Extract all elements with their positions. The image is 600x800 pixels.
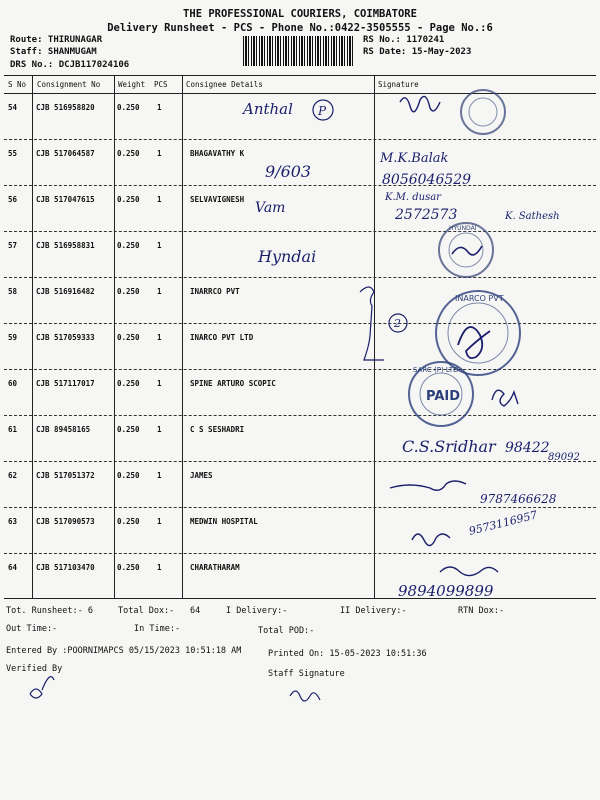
table-header-border bbox=[4, 93, 596, 94]
signature-scribble bbox=[390, 481, 466, 490]
signature-phone: 89092 bbox=[548, 452, 580, 463]
cell-sno: 55 bbox=[8, 149, 18, 158]
column-divider bbox=[374, 75, 375, 598]
signature-scribble bbox=[400, 96, 440, 111]
row-separator bbox=[4, 139, 596, 140]
table-bottom-border bbox=[4, 598, 596, 599]
handwritten-note: Hyndai bbox=[258, 247, 317, 266]
col-header-consignee: Consignee Details bbox=[186, 80, 263, 89]
column-divider bbox=[182, 75, 183, 598]
cell-consignee: INARRCO PVT bbox=[190, 287, 240, 296]
verifier-signature bbox=[30, 677, 54, 698]
row-separator bbox=[4, 277, 596, 278]
cell-weight: 0.250 bbox=[117, 471, 140, 480]
row-separator bbox=[4, 369, 596, 370]
signature-scribble bbox=[412, 534, 450, 546]
cell-cn: CJB 516958831 bbox=[36, 241, 95, 250]
row-separator bbox=[4, 507, 596, 508]
cell-pcs: 1 bbox=[157, 149, 162, 158]
signature-phone: 98422 bbox=[505, 440, 550, 456]
signature-scribble bbox=[492, 390, 518, 406]
cell-cn: CJB 516916482 bbox=[36, 287, 95, 296]
handwritten-door-number: 9/603 bbox=[265, 162, 312, 181]
cell-pcs: 1 bbox=[157, 195, 162, 204]
verified-by-label: Verified By bbox=[6, 664, 63, 674]
cell-pcs: 1 bbox=[157, 471, 162, 480]
cell-sno: 59 bbox=[8, 333, 18, 342]
cell-consignee: SPINE ARTURO SCOPIC bbox=[190, 379, 276, 388]
cell-sno: 62 bbox=[8, 471, 18, 480]
stamp-inarco bbox=[436, 291, 520, 375]
stamp-paid-text: PAID bbox=[426, 389, 461, 404]
signature-phone: 9787466628 bbox=[480, 492, 557, 506]
staff-signature-label: Staff Signature bbox=[268, 669, 345, 679]
col-header-pcs: PCS bbox=[154, 80, 168, 89]
rs-date: RS Date: 15-May-2023 bbox=[363, 47, 472, 57]
cell-sno: 63 bbox=[8, 517, 18, 526]
entered-by: Entered By :POORNIMAPCS 05/15/2023 10:51:18 AM bbox=[6, 646, 242, 656]
stamp-ring-text: SARC (P) LTD bbox=[413, 366, 459, 374]
out-time-label: Out Time:- bbox=[6, 624, 58, 634]
cell-pcs: 1 bbox=[157, 241, 162, 250]
cell-pcs: 1 bbox=[157, 287, 162, 296]
cell-consignee: INARCO PVT LTD bbox=[190, 333, 254, 342]
row-separator bbox=[4, 553, 596, 554]
signature-phone: 9894099899 bbox=[398, 582, 494, 600]
stamp-ring-text: INARCO PVT bbox=[455, 294, 504, 303]
handwritten-mark: 2 bbox=[394, 317, 401, 330]
cell-weight: 0.250 bbox=[117, 379, 140, 388]
signature-phone: 8056046529 bbox=[382, 172, 472, 188]
stamp-ring-text: HYUNDAI bbox=[449, 225, 477, 232]
cell-weight: 0.250 bbox=[117, 333, 140, 342]
cell-weight: 0.250 bbox=[117, 103, 140, 112]
drs-number: DRS No.: DCJB117024106 bbox=[10, 60, 130, 70]
printed-on: Printed On: 15-05-2023 10:51:36 bbox=[268, 649, 427, 659]
cell-consignee: CHARATHARAM bbox=[190, 563, 240, 572]
signature-name: K.M. dusar bbox=[385, 192, 441, 203]
cell-cn: CJB 517090573 bbox=[36, 517, 95, 526]
cell-consignee: MEDWIN HOSPITAL bbox=[190, 517, 258, 526]
cell-pcs: 1 bbox=[157, 333, 162, 342]
cell-cn: CJB 517059333 bbox=[36, 333, 95, 342]
col-header-sno: S No bbox=[8, 80, 27, 89]
cell-weight: 0.250 bbox=[117, 517, 140, 526]
cell-sno: 61 bbox=[8, 425, 18, 434]
row-separator bbox=[4, 185, 596, 186]
cell-pcs: 1 bbox=[157, 379, 162, 388]
cell-pcs: 1 bbox=[157, 563, 162, 572]
rtn-dox-label: RTN Dox:- bbox=[458, 606, 505, 616]
cell-weight: 0.250 bbox=[117, 425, 140, 434]
cell-weight: 0.250 bbox=[117, 241, 140, 250]
cell-consignee: C S SESHADRI bbox=[190, 425, 245, 434]
handwritten-mark: P bbox=[318, 104, 327, 118]
cell-weight: 0.250 bbox=[117, 563, 140, 572]
cell-pcs: 1 bbox=[157, 103, 162, 112]
total-dox-label: Total Dox:- bbox=[118, 606, 175, 616]
row-separator bbox=[4, 231, 596, 232]
signature-name: C.S.Sridhar bbox=[402, 437, 496, 456]
barcode bbox=[243, 36, 353, 66]
stamp-paid bbox=[409, 362, 473, 426]
signature-scribble bbox=[440, 567, 498, 576]
signature-name: M.K.Balak bbox=[380, 151, 449, 166]
tot-runsheet: Tot. Runsheet:- 6 bbox=[6, 606, 93, 616]
col-header-consignment: Consignment No bbox=[37, 80, 101, 89]
cell-sno: 64 bbox=[8, 563, 18, 572]
col-header-weight: Weight bbox=[118, 80, 146, 89]
cell-pcs: 1 bbox=[157, 425, 162, 434]
signature-name: K. Sathesh bbox=[505, 211, 560, 222]
runsheet-subtitle: Delivery Runsheet - PCS - Phone No.:0422-3505555 - Page No.:6 bbox=[107, 22, 493, 34]
route-label: Route: THIRUNAGAR bbox=[10, 35, 103, 45]
cell-sno: 60 bbox=[8, 379, 18, 388]
row-separator bbox=[4, 461, 596, 462]
handwritten-circle bbox=[313, 100, 333, 120]
cell-cn: CJB 516958820 bbox=[36, 103, 95, 112]
signature-phone: 2572573 bbox=[395, 207, 458, 223]
signature-phone: 9573116957 bbox=[467, 508, 539, 538]
cell-cn: CJB 517051372 bbox=[36, 471, 95, 480]
staff-label: Staff: SHANMUGAM bbox=[10, 47, 97, 57]
stamp-round bbox=[461, 90, 505, 134]
cell-weight: 0.250 bbox=[117, 149, 140, 158]
cell-sno: 54 bbox=[8, 103, 18, 112]
cell-cn: CJB 517117017 bbox=[36, 379, 95, 388]
table-top-border bbox=[4, 75, 596, 76]
handwritten-note: Vam bbox=[255, 200, 286, 216]
row-separator bbox=[4, 323, 596, 324]
cell-sno: 58 bbox=[8, 287, 18, 296]
cell-consignee: SELVAVIGNESH bbox=[190, 195, 245, 204]
cell-cn: CJB 517047615 bbox=[36, 195, 95, 204]
col-header-signature: Signature bbox=[378, 80, 419, 89]
company-title: THE PROFESSIONAL COURIERS, COIMBATORE bbox=[183, 8, 417, 20]
column-divider bbox=[32, 75, 33, 598]
row-separator bbox=[4, 415, 596, 416]
i-delivery-label: I Delivery:- bbox=[226, 606, 288, 616]
cell-weight: 0.250 bbox=[117, 287, 140, 296]
column-divider bbox=[114, 75, 115, 598]
staff-signature-scribble bbox=[290, 691, 320, 701]
total-dox-value: 64 bbox=[190, 606, 201, 616]
cell-consignee: BHAGAVATHY K bbox=[190, 149, 245, 158]
ii-delivery-label: II Delivery:- bbox=[340, 606, 407, 616]
cell-weight: 0.250 bbox=[117, 195, 140, 204]
cell-cn: CJB 517064587 bbox=[36, 149, 95, 158]
cell-sno: 56 bbox=[8, 195, 18, 204]
rs-number: RS No.: 1170241 bbox=[363, 35, 445, 45]
cell-sno: 57 bbox=[8, 241, 18, 250]
in-time-label: In Time:- bbox=[134, 624, 181, 634]
cell-consignee: JAMES bbox=[190, 471, 213, 480]
total-pod-label: Total POD:- bbox=[258, 626, 315, 636]
cell-cn: CJB 89458165 bbox=[36, 425, 91, 434]
handwritten-name: Anthal bbox=[243, 100, 293, 118]
cell-cn: CJB 517103470 bbox=[36, 563, 95, 572]
cell-pcs: 1 bbox=[157, 517, 162, 526]
